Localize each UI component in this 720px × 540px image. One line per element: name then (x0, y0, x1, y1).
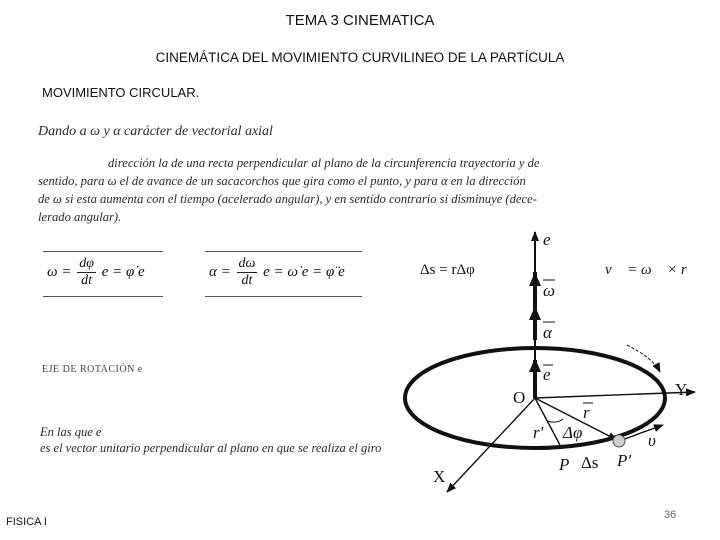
alpha-label: α (543, 323, 552, 342)
omega-rhs: e = φ̇ e (101, 263, 145, 280)
angular-acceleration-formula (205, 251, 362, 297)
angular-velocity-formula (43, 251, 163, 297)
definition-line-1: En las que e (40, 425, 102, 439)
rotation-axis-label: EJE DE ROTACIÓN e (42, 364, 143, 375)
paragraph-line-4: lerado angular). (38, 210, 122, 224)
unit-e-arrowhead (529, 358, 541, 372)
velocity-label: υ (648, 431, 656, 450)
circular-motion-diagram (395, 220, 715, 500)
omega-fraction (77, 256, 96, 289)
omega-denominator: dt (81, 273, 93, 288)
footer-course: FISICA I (6, 516, 47, 528)
page-number: 36 (664, 509, 677, 521)
delta-phi-arc (547, 419, 563, 422)
definition-line-2: es el vector unitario perpendicular al plano en que se realiza el giro (40, 441, 382, 455)
r-prime-label: r' (533, 423, 544, 442)
rotation-direction-arrow (627, 345, 660, 372)
delta-s-label: Δs (581, 453, 599, 472)
alpha-denominator: dt (241, 273, 253, 288)
x-axis-label: X (433, 467, 446, 486)
unit-e-label: e (543, 365, 551, 384)
r-label: r (583, 403, 590, 422)
alpha-fraction (237, 256, 258, 289)
y-axis (535, 392, 695, 398)
x-axis (447, 398, 535, 492)
origin-label: O (513, 388, 526, 407)
point-p-prime-label: P' (617, 451, 632, 470)
paragraph-line-2: sentido, para ω el de avance de un sacacorchos que gira como el punto, y para α en la dirección (38, 174, 526, 188)
y-axis-label: Y (675, 380, 688, 399)
paragraph-line-1: dirección la de una recta perpendicular al plano de la circunferencia trayectoria y de (108, 156, 540, 170)
point-p-prime-marker (613, 435, 625, 447)
omega-label: ω (543, 281, 556, 300)
delta-phi-label: Δφ (563, 423, 583, 442)
omega-lhs: ω = (47, 263, 72, 280)
alpha-arrowhead (529, 306, 541, 320)
arc-length-formula: Δs = rΔφ (420, 262, 475, 278)
velocity-formula: v⃗ = ω⃗ × r⃗ (605, 262, 699, 278)
intro-text: Dando a ω y α carácter de vectorial axial (38, 124, 273, 139)
alpha-numerator: dω (238, 256, 256, 271)
alpha-rhs: e = ω̇ e = φ̈ e (263, 263, 345, 280)
section-heading: MOVIMIENTO CIRCULAR. (42, 85, 200, 100)
axis-e-label: e (543, 230, 551, 249)
omega-numerator: dφ (79, 256, 94, 271)
omega-arrowhead (529, 272, 541, 286)
alpha-lhs: α = (209, 263, 231, 280)
slide-title: TEMA 3 CINEMATICA (285, 12, 435, 29)
point-p-label: P (559, 455, 570, 474)
paragraph-line-3: de ω si esta aumenta con el tiempo (acelerado angular), y en sentido contrario si disminuye (dece- (38, 192, 537, 206)
slide-subtitle: CINEMÁTICA DEL MOVIMIENTO CURVILINEO DE LA PARTÍCULA (155, 50, 565, 65)
